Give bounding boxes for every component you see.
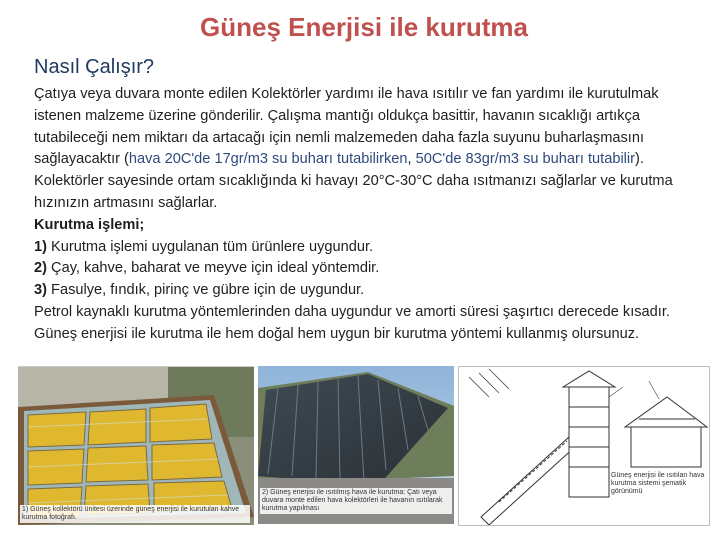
- list-item: [34, 237, 704, 259]
- solar-dryer-photo: [18, 366, 254, 525]
- item-number: 1): [34, 238, 47, 255]
- paragraph-part2: ). Kolektörler sayesinde ortam sıcaklığında ki havayı 20°C-30°C daha ısıtmanızı sağlarlar ve kurutma hızınızın artmasını sağlarlar.: [34, 151, 673, 211]
- dryer-diagram: [458, 366, 710, 526]
- photo1-caption: 1) Güneş kollektörü ünitesi üzerinde güneş enerjisi ile kurutulan kahve kurutma fotoğrafı.: [20, 505, 250, 523]
- dryer-diagram-svg: [459, 367, 709, 525]
- paragraph-part1: Çatıya veya duvara monte edilen Kolektörler yardımı ile hava ısıtılır ve fan yardımı ile kurutulmak istenen malzeme üzerine gönderilir. Çalışma mantığı oldukça basittir, havanın sıcaklığı artıkça tutabileceği nem miktarı da artacağı için nemli malzemeden daha fazla suyunu buharlaşmasını sağlayacaktır (: [34, 86, 659, 168]
- item-text: Çay, kahve, baharat ve meyve için ideal yöntemdir.: [46, 260, 380, 277]
- item-text: Fasulye, fındık, pirinç ve gübre için de uygundur.: [46, 282, 365, 299]
- body-text: [34, 84, 704, 346]
- closing-paragraph: Petrol kaynaklı kurutma yöntemlerinden daha uygundur ve amorti süresi şaşırtıcı derecede kısadır. Güneş enerjisi ile kurutma ile hem doğal hem uygun bir kurutma yöntemi kullanmış olursunuz.: [34, 303, 670, 342]
- solar-dryer-illustration: [18, 367, 254, 525]
- paragraph-comma: ,: [407, 151, 416, 168]
- list-item: [34, 258, 704, 280]
- item-number: 2): [34, 260, 47, 277]
- section-heading: Nasıl Çalışır?: [34, 56, 155, 78]
- highlight-50c: 50C'de 83gr/m3 su buharı tutabilir: [415, 151, 636, 168]
- roof-collector-photo: [258, 366, 454, 524]
- intro-paragraph: [34, 84, 704, 215]
- list-item: [34, 280, 704, 302]
- highlight-20c: hava 20C'de 17gr/m3 su buharı tutabilirken: [128, 151, 408, 168]
- page-title: Güneş Enerjisi ile kurutma: [200, 12, 528, 42]
- process-heading: Kurutma işlemi;: [34, 216, 145, 233]
- photo2-caption: 2) Güneş enerjisi ile ısıtılmış hava ile kurutma: Çatı veya duvara monte edilen hava kolektörleri ile havanın ısıtılarak kurutma yapılması: [260, 488, 452, 514]
- item-text: Kurutma işlemi uygulanan tüm ürünlere uygundur.: [46, 238, 374, 255]
- diagram-caption: Güneş enerjisi ile ısıtılan hava kurutma sistemi şematik görünümü: [611, 472, 705, 495]
- item-number: 3): [34, 282, 47, 299]
